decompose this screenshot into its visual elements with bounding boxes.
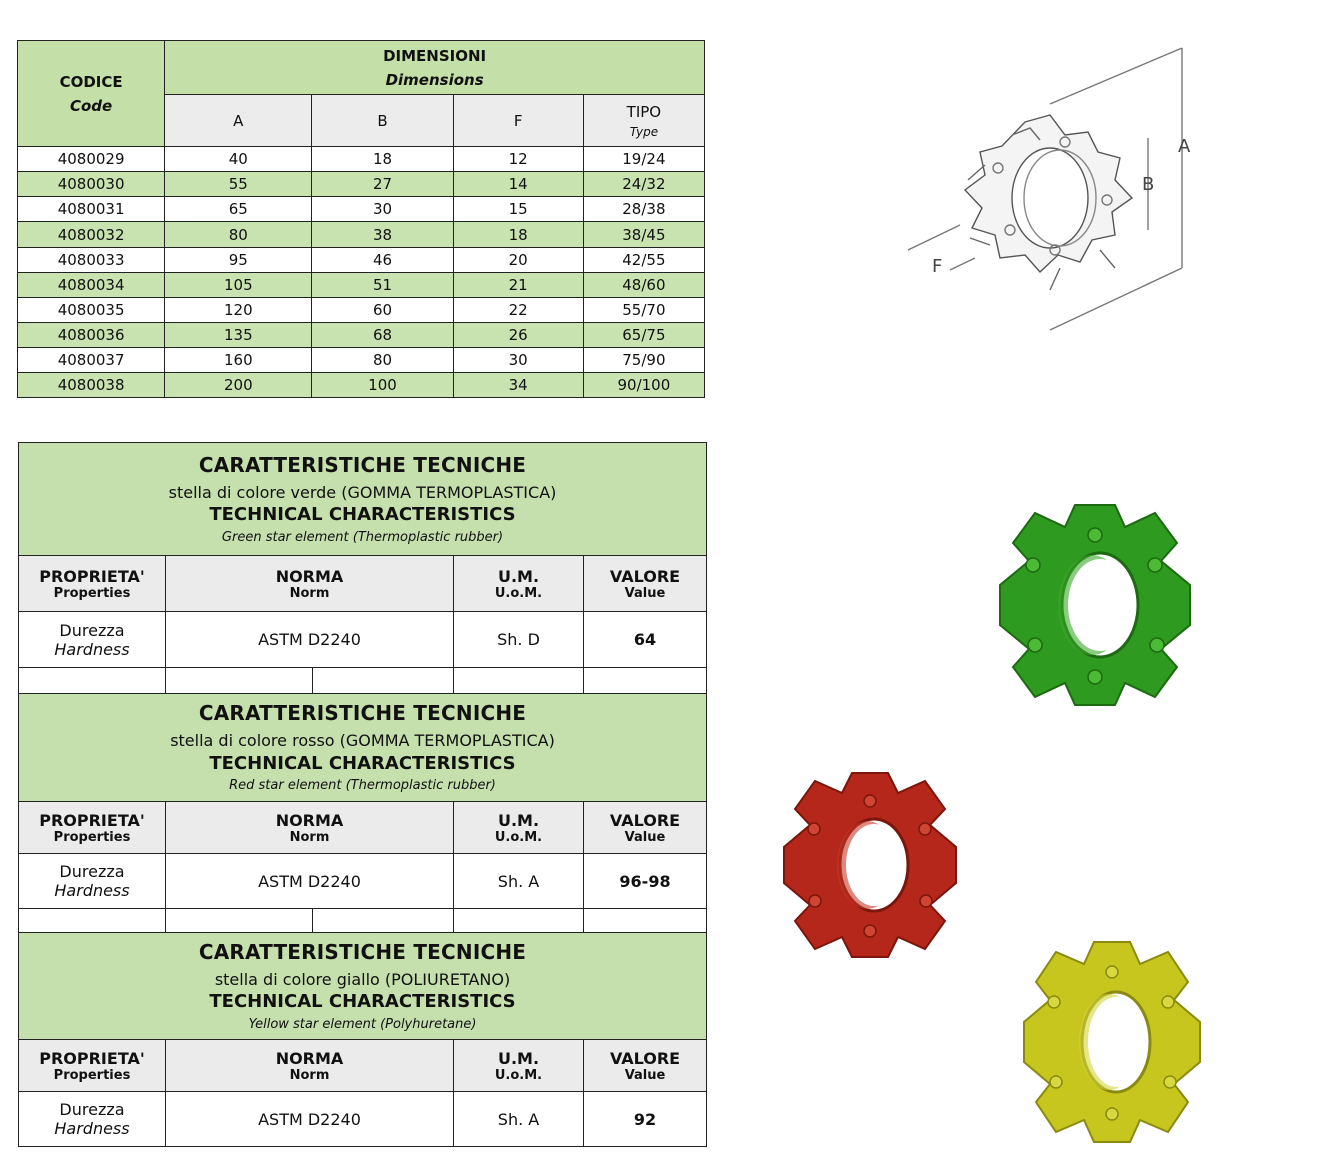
cell-type: 90/100 <box>583 372 704 397</box>
cell-code: 4080037 <box>18 347 165 372</box>
cell-a: 160 <box>165 347 312 372</box>
cell-code: 4080035 <box>18 297 165 322</box>
cell-type: 28/38 <box>583 197 704 222</box>
cell-a: 95 <box>165 247 312 272</box>
cell-f: 18 <box>453 222 583 247</box>
cell-type: 24/32 <box>583 172 704 197</box>
dimensions-table <box>17 40 705 398</box>
tech-title-yellow: CARATTERISTICHE TECNICHE stella di colore giallo (POLIURETANO) TECHNICAL CHARACTERISTICS Yellow star element (Polyhuretane) <box>19 933 707 1040</box>
cell-a: 40 <box>165 147 312 172</box>
table-row <box>18 372 705 397</box>
cell-code: 4080029 <box>18 147 165 172</box>
cell-b: 18 <box>312 147 453 172</box>
cell-a: 105 <box>165 272 312 297</box>
tech-data-row: Durezza Hardness ASTM D2240 Sh. D 64 <box>19 612 707 668</box>
table-row <box>18 197 705 222</box>
tech-header-row: PROPRIETA' Properties NORMA Norm U.M. U.o.M. VALORE Value <box>19 802 707 854</box>
red-star-image <box>780 765 960 965</box>
tech-title-green: CARATTERISTICHE TECNICHE stella di colore verde (GOMMA TERMOPLASTICA) TECHNICAL CHARACTERISTICS Green star element (Thermoplastic rubber) <box>19 443 707 556</box>
cell-code: 4080031 <box>18 197 165 222</box>
label-f: F <box>932 256 943 277</box>
table-row <box>18 147 705 172</box>
table-row <box>18 172 705 197</box>
cell-a: 80 <box>165 222 312 247</box>
cell-code: 4080038 <box>18 372 165 397</box>
label-b: B <box>1142 174 1155 195</box>
tech-table-yellow <box>18 932 707 1147</box>
tech-table-green <box>18 442 707 694</box>
col-a-header: A <box>165 95 312 147</box>
cell-f: 15 <box>453 197 583 222</box>
cell-type: 42/55 <box>583 247 704 272</box>
cell-b: 38 <box>312 222 453 247</box>
cell-f: 21 <box>453 272 583 297</box>
table-row <box>18 297 705 322</box>
cell-f: 14 <box>453 172 583 197</box>
table-row <box>18 247 705 272</box>
cell-type: 65/75 <box>583 322 704 347</box>
yellow-star-image <box>1020 930 1205 1155</box>
tech-data-row: Durezza Hardness ASTM D2240 Sh. A 96-98 <box>19 854 707 909</box>
technical-drawing <box>900 40 1200 340</box>
cell-a: 65 <box>165 197 312 222</box>
cell-type: 55/70 <box>583 297 704 322</box>
cell-a: 120 <box>165 297 312 322</box>
dim-line-f <box>908 225 960 250</box>
cell-a: 200 <box>165 372 312 397</box>
cell-b: 68 <box>312 322 453 347</box>
table-row <box>18 272 705 297</box>
col-type-header: TIPO Type <box>583 95 704 147</box>
cell-code: 4080036 <box>18 322 165 347</box>
cell-b: 60 <box>312 297 453 322</box>
cell-f: 34 <box>453 372 583 397</box>
tech-title-red: CARATTERISTICHE TECNICHE stella di colore rosso (GOMMA TERMOPLASTICA) TECHNICAL CHARACTERISTICS Red star element (Thermoplastic rubber) <box>19 694 707 802</box>
cell-b: 100 <box>312 372 453 397</box>
green-star-image <box>995 495 1195 715</box>
tech-data-row: Durezza Hardness ASTM D2240 Sh. A 92 <box>19 1092 707 1147</box>
cell-f: 30 <box>453 347 583 372</box>
cell-b: 46 <box>312 247 453 272</box>
dimensions-header: DIMENSIONI Dimensions <box>165 41 705 95</box>
table-row <box>18 222 705 247</box>
cell-a: 135 <box>165 322 312 347</box>
table-row <box>18 347 705 372</box>
cell-b: 30 <box>312 197 453 222</box>
tech-header-row: PROPRIETA' Properties NORMA Norm U.M. U.o.M. VALORE Value <box>19 556 707 612</box>
cell-type: 75/90 <box>583 347 704 372</box>
cell-f: 26 <box>453 322 583 347</box>
col-f-header: F <box>453 95 583 147</box>
cell-type: 48/60 <box>583 272 704 297</box>
tech-header-row: PROPRIETA' Properties NORMA Norm U.M. U.o.M. VALORE Value <box>19 1040 707 1092</box>
cell-code: 4080033 <box>18 247 165 272</box>
label-a: A <box>1178 136 1191 157</box>
cell-b: 27 <box>312 172 453 197</box>
cell-code: 4080032 <box>18 222 165 247</box>
cell-code: 4080034 <box>18 272 165 297</box>
cell-type: 38/45 <box>583 222 704 247</box>
cell-b: 80 <box>312 347 453 372</box>
cell-b: 51 <box>312 272 453 297</box>
cell-code: 4080030 <box>18 172 165 197</box>
col-b-header: B <box>312 95 453 147</box>
cell-f: 20 <box>453 247 583 272</box>
cell-f: 12 <box>453 147 583 172</box>
code-header: CODICE Code <box>18 41 165 147</box>
cell-type: 19/24 <box>583 147 704 172</box>
cell-a: 55 <box>165 172 312 197</box>
tech-table-red <box>18 693 707 933</box>
table-row <box>18 322 705 347</box>
cell-f: 22 <box>453 297 583 322</box>
